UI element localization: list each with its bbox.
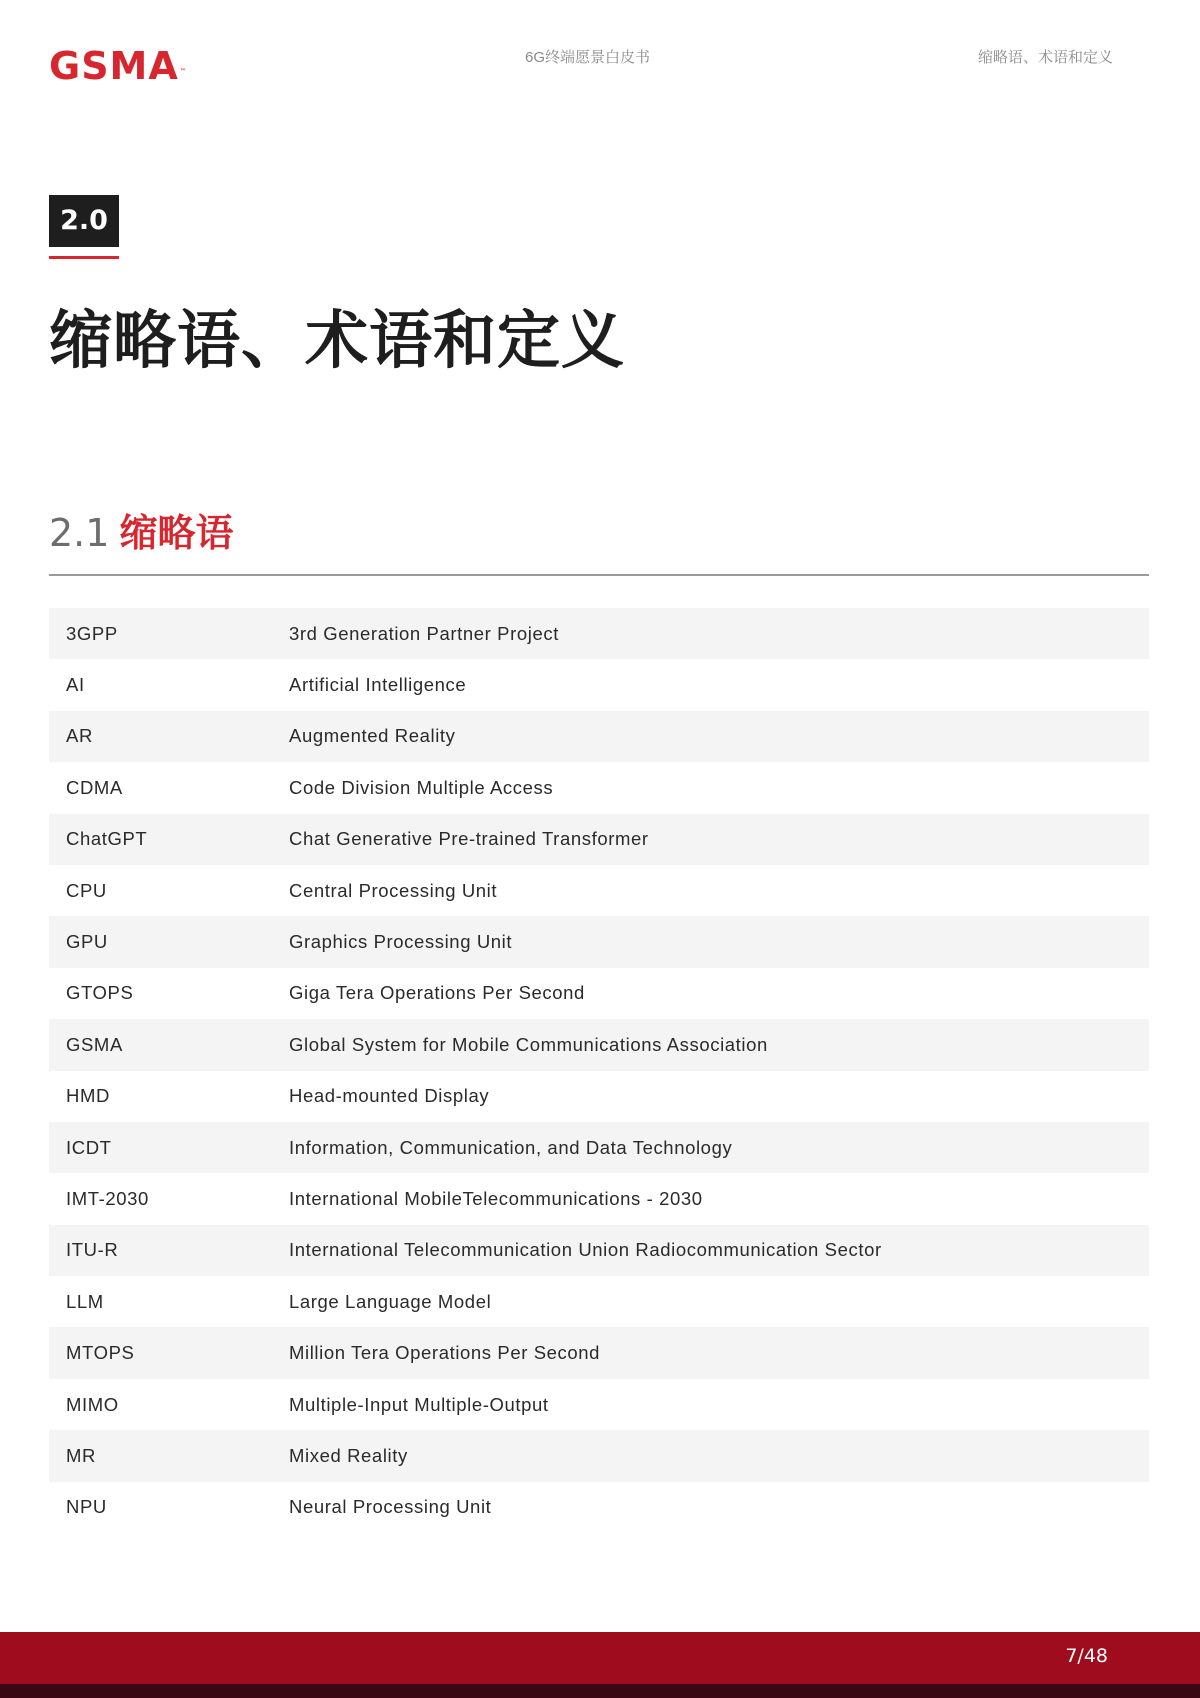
document-title: 6G终端愿景白皮书 xyxy=(525,49,651,66)
table-row xyxy=(49,814,1149,865)
footer-bar xyxy=(0,1632,1200,1684)
page-number: 7/48 xyxy=(1065,1645,1108,1667)
abbreviation-definition: 3rd Generation Partner Project xyxy=(289,622,559,644)
abbreviation-term: NPU xyxy=(66,1496,107,1518)
table-row xyxy=(49,1379,1149,1430)
table-row xyxy=(49,1430,1149,1481)
abbreviation-definition: Head-mounted Display xyxy=(289,1085,490,1107)
abbreviation-term: HMD xyxy=(66,1085,110,1107)
table-row xyxy=(49,1173,1149,1224)
abbreviation-definition: Augmented Reality xyxy=(289,725,456,747)
table-row xyxy=(49,608,1149,659)
abbreviation-term: IMT-2030 xyxy=(66,1187,149,1209)
table-row xyxy=(49,1276,1149,1327)
abbreviation-definition: International Telecommunication Union Radiocommunication Sector xyxy=(289,1239,882,1261)
abbreviation-term: CDMA xyxy=(66,776,123,798)
subsection-number: 2.1 xyxy=(49,511,110,555)
abbreviations-table xyxy=(49,608,1149,1533)
abbreviation-term: MIMO xyxy=(66,1393,119,1415)
footer-strip xyxy=(0,1684,1200,1698)
abbreviation-definition: International MobileTelecommunications - 2030 xyxy=(289,1187,703,1209)
table-row xyxy=(49,762,1149,813)
chapter-title: 缩略语、术语和定义 xyxy=(49,304,625,377)
table-row xyxy=(49,1327,1149,1378)
subsection-title: 缩略语 xyxy=(119,511,234,555)
logo-text: GSMA xyxy=(49,44,179,88)
abbreviation-definition: Code Division Multiple Access xyxy=(289,776,554,798)
abbreviation-term: ICDT xyxy=(66,1136,112,1158)
chapter-badge-underline xyxy=(49,256,119,259)
abbreviation-definition: Central Processing Unit xyxy=(289,879,498,901)
abbreviation-term: ChatGPT xyxy=(66,828,148,850)
abbreviation-definition: Neural Processing Unit xyxy=(289,1496,492,1518)
abbreviation-term: GTOPS xyxy=(66,982,134,1004)
table-row xyxy=(49,968,1149,1019)
trademark-mark: ™ xyxy=(179,68,187,75)
table-row xyxy=(49,1122,1149,1173)
abbreviation-definition: Chat Generative Pre-trained Transformer xyxy=(289,828,649,850)
abbreviation-definition: Giga Tera Operations Per Second xyxy=(289,982,585,1004)
abbreviation-term: MTOPS xyxy=(66,1342,135,1364)
abbreviation-definition: Million Tera Operations Per Second xyxy=(289,1342,601,1364)
table-row xyxy=(49,1482,1149,1533)
abbreviation-term: 3GPP xyxy=(66,622,118,644)
subsection-heading xyxy=(49,508,233,558)
table-row xyxy=(49,659,1149,710)
abbreviation-definition: Mixed Reality xyxy=(289,1444,408,1466)
table-row xyxy=(49,1225,1149,1276)
abbreviation-term: ITU-R xyxy=(66,1239,119,1261)
chapter-number-badge: 2.0 xyxy=(49,195,119,247)
table-row xyxy=(49,1019,1149,1070)
gsma-logo xyxy=(49,44,187,88)
abbreviation-term: GPU xyxy=(66,931,108,953)
table-row xyxy=(49,916,1149,967)
page-header xyxy=(0,0,1200,120)
table-row xyxy=(49,711,1149,762)
abbreviation-term: AR xyxy=(66,725,93,747)
abbreviation-definition: Information, Communication, and Data Technology xyxy=(289,1136,733,1158)
abbreviation-definition: Artificial Intelligence xyxy=(289,674,467,696)
running-section-title: 缩略语、术语和定义 xyxy=(977,49,1113,66)
abbreviation-term: GSMA xyxy=(66,1033,123,1055)
abbreviation-definition: Graphics Processing Unit xyxy=(289,931,513,953)
abbreviation-term: MR xyxy=(66,1444,96,1466)
abbreviation-term: CPU xyxy=(66,879,107,901)
abbreviation-definition: Multiple-Input Multiple-Output xyxy=(289,1393,549,1415)
abbreviation-term: LLM xyxy=(66,1290,104,1312)
abbreviation-definition: Global System for Mobile Communications Association xyxy=(289,1033,768,1055)
abbreviation-term: AI xyxy=(66,674,85,696)
table-row xyxy=(49,865,1149,916)
section-divider xyxy=(49,574,1149,576)
abbreviation-definition: Large Language Model xyxy=(289,1290,492,1312)
table-row xyxy=(49,1071,1149,1122)
